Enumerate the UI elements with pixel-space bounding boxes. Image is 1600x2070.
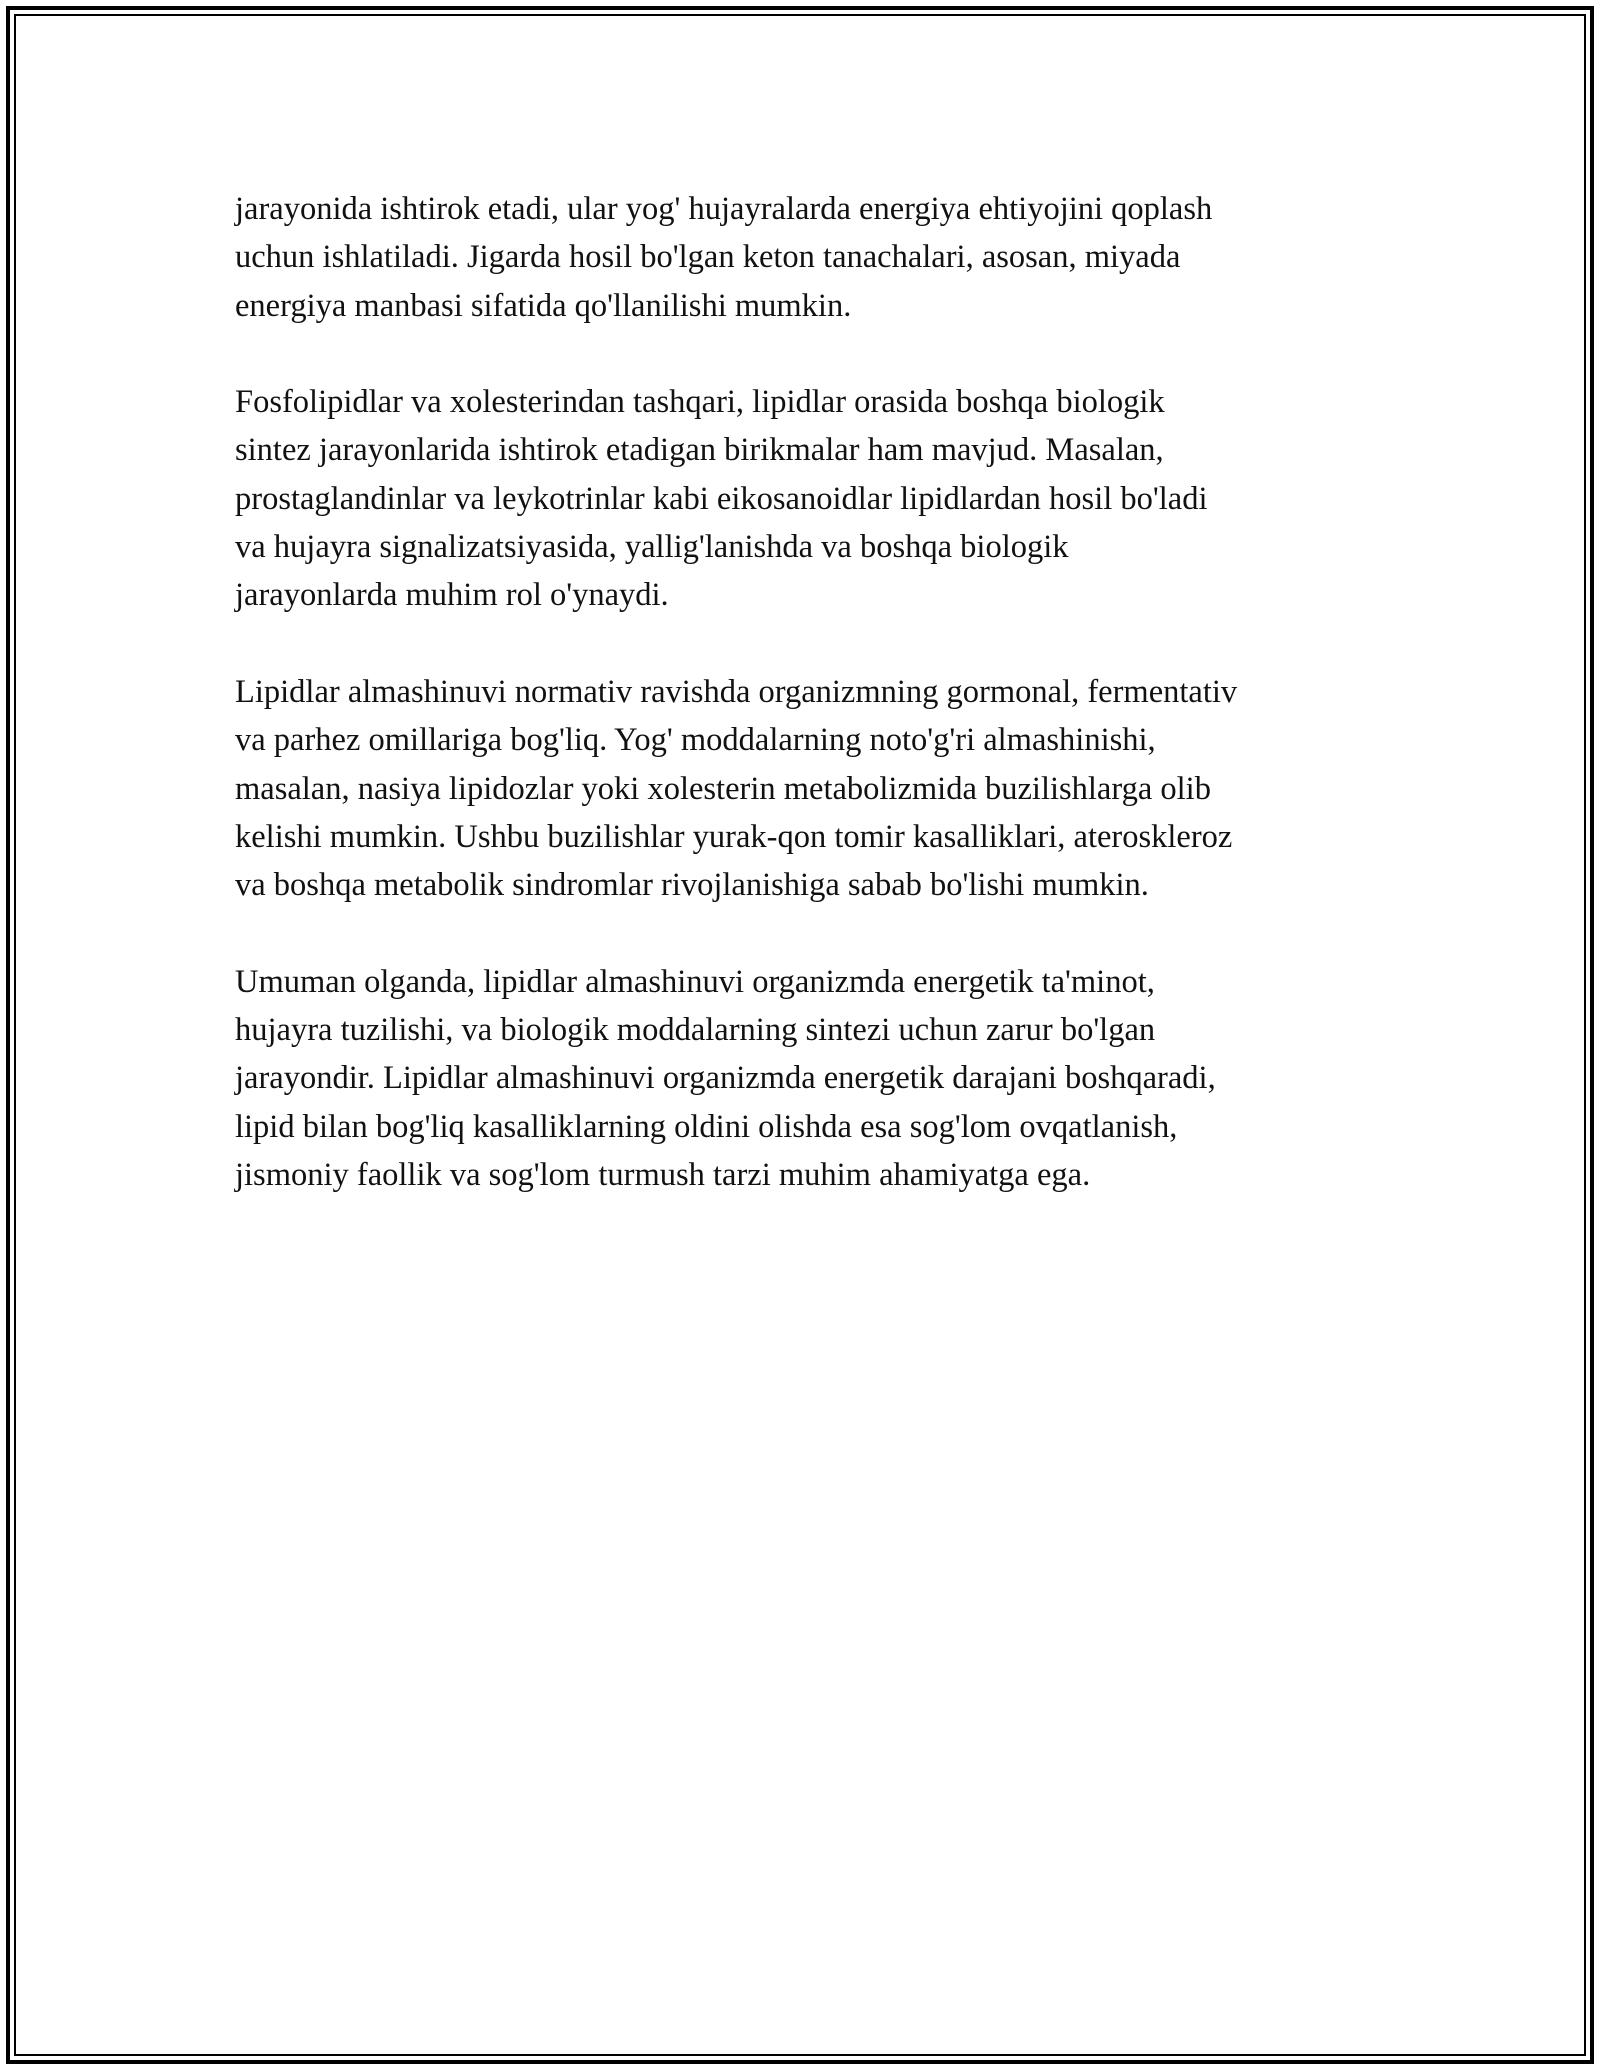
paragraph-2: Fosfolipidlar va xolesterindan tashqari, lipidlar orasida boshqa biologik sintez jarayonlarida ishtirok etadigan birikmalar ham mavjud. Masalan, prostaglandinlar va leykotrinlar kabi eikosanoidlar lipidlardan hosil bo'ladi va hujayra signalizatsiyasida, yallig'lanishda va boshqa biologik jarayonlarda muhim rol o'ynaydi. (235, 384, 1208, 614)
paragraph-1: jarayonida ishtirok etadi, ular yog' hujayralarda energiya ehtiyojini qoplash uchun ishlatiladi. Jigarda hosil bo'lgan keton tanachalari, asosan, miyada energiya manbasi sifatida qo'llanilishi mumkin. (235, 191, 1213, 324)
paragraph-3: Lipidlar almashinuvi normativ ravishda organizmning gormonal, fermentativ va parhez omillariga bog'liq. Yog' moddalarning noto'g'ri almashinishi, masalan, nasiya lipidozlar yoki xolesterin metabolizmida buzilishlarga olib kelishi mumkin. Ushbu buzilishlar yurak-qon tomir kasalliklari, ateroskleroz va boshqa metabolik sindromlar rivojlanishiga sabab bo'lishi mumkin. (235, 673, 1238, 904)
page-content (235, 185, 1395, 1248)
paragraph-4: Umuman olganda, lipidlar almashinuvi organizmda energetik ta'minot, hujayra tuzilishi, va biologik moddalarning sintezi uchun zarur bo'lgan jarayondir. Lipidlar almashinuvi organizmda energetik darajani boshqaradi, lipid bilan bog'liq kasalliklarning oldini olishda esa sog'lom ovqatlanish, jismoniy faollik va sog'lom turmush tarzi muhim ahamiyatga ega. (235, 963, 1216, 1193)
